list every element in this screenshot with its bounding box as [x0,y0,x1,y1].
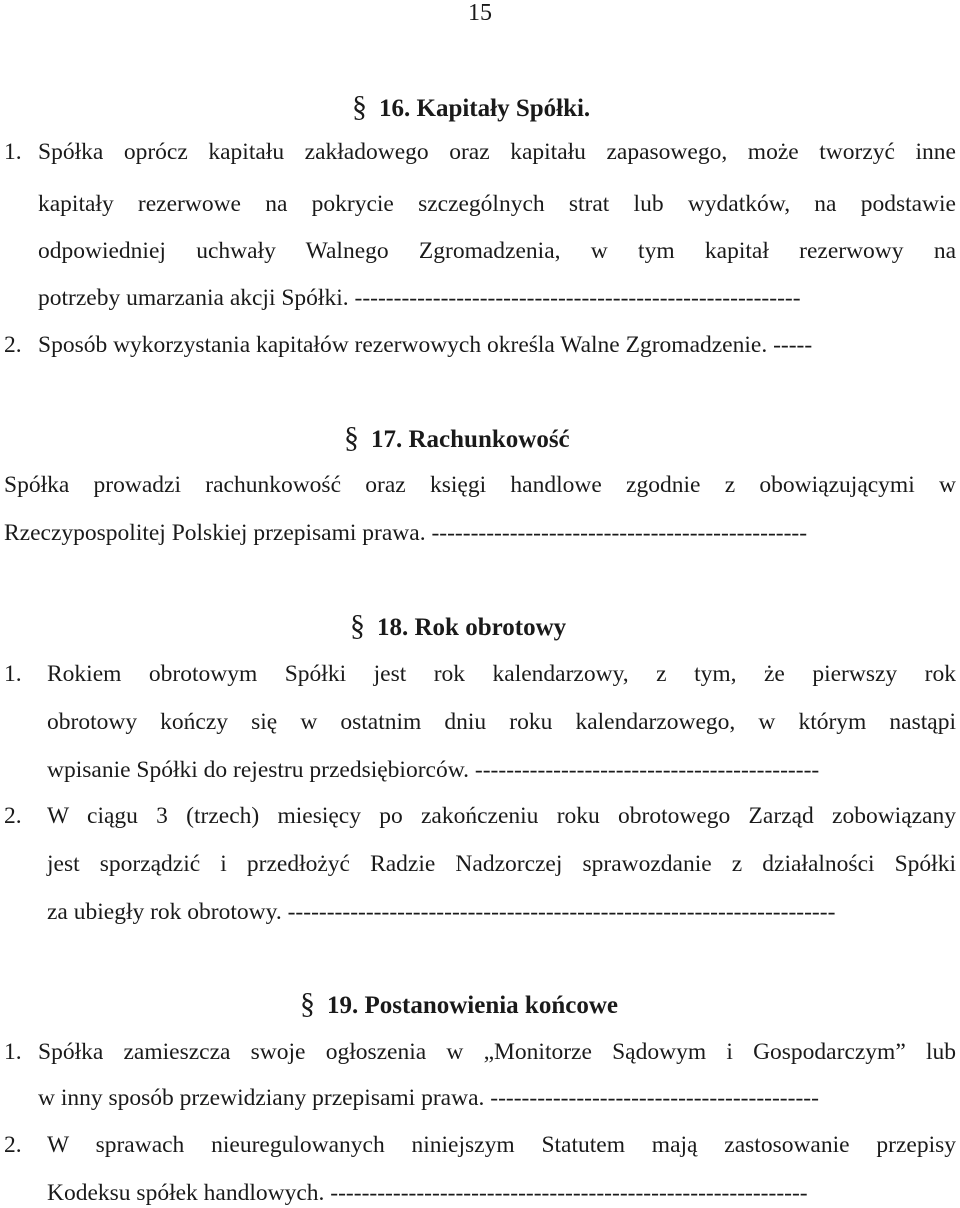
item-number: 2. [4,1132,22,1158]
item-number: 2. [4,803,22,829]
text-line: Spółka prowadzi rachunkowość oraz księgi handlowe zgodnie z obowiązującymi w [4,472,956,498]
item-number: 1. [4,139,22,165]
text-line: jest sporządzić i przedłożyć Radzie Nadzorczej sprawozdanie z działalności Spółki [47,851,956,877]
text-line: Spółka oprócz kapitału zakładowego oraz kapitału zapasowego, może tworzyć inne [38,139,956,165]
text-line: W ciągu 3 (trzech) miesięcy po zakończeniu roku obrotowego Zarząd zobowiązany [47,803,956,829]
item-number: 1. [4,1039,22,1065]
section-title: 18. Rok obrotowy [377,614,567,641]
section-19-heading [300,989,618,1021]
text-line: W sprawach nieuregulowanych niniejszym Statutem mają zastosowanie przepisy [47,1132,956,1158]
section-symbol: § [344,421,359,454]
section-title: 16. Kapitały Spółki. [379,95,591,122]
section-symbol: § [350,609,365,642]
text-line: Spółka zamieszcza swoje ogłoszenia w „Monitorze Sądowym i Gospodarczym” lub [38,1039,956,1065]
text-line: za ubiegły rok obrotowy. ---------------------------------------------------------------------- [47,899,836,925]
text-line: potrzeby umarzania akcji Spółki. --------------------------------------------------------- [38,285,801,311]
section-title: 19. Postanowienia końcowe [327,992,618,1019]
section-symbol: § [300,987,315,1020]
section-title: 17. Rachunkowość [371,426,570,453]
text-line: Rzeczypospolitej Polskiej przepisami prawa. ------------------------------------------------ [4,520,808,546]
section-17-heading [344,423,570,455]
text-line: odpowiedniej uchwały Walnego Zgromadzenia, w tym kapitał rezerwowy na [38,238,956,264]
text-line: obrotowy kończy się w ostatnim dniu roku kalendarzowego, w którym nastąpi [47,709,956,735]
text-line: Kodeksu spółek handlowych. ------------------------------------------------------------- [47,1180,808,1206]
item-number: 1. [4,661,22,687]
text-line: Sposób wykorzystania kapitałów rezerwowych określa Walne Zgromadzenie. ----- [38,332,813,358]
section-16-heading [352,92,590,124]
text-line: wpisanie Spółki do rejestru przedsiębiorców. -------------------------------------------- [47,757,820,783]
page-number: 15 [468,0,492,26]
text-line: kapitały rezerwowe na pokrycie szczególnych strat lub wydatków, na podstawie [38,191,956,217]
section-symbol: § [352,90,367,123]
section-18-heading [350,611,566,643]
text-line: w inny sposób przewidziany przepisami prawa. ------------------------------------------ [38,1085,819,1111]
text-line: Rokiem obrotowym Spółki jest rok kalendarzowy, z tym, że pierwszy rok [47,661,956,687]
item-number: 2. [4,332,22,358]
